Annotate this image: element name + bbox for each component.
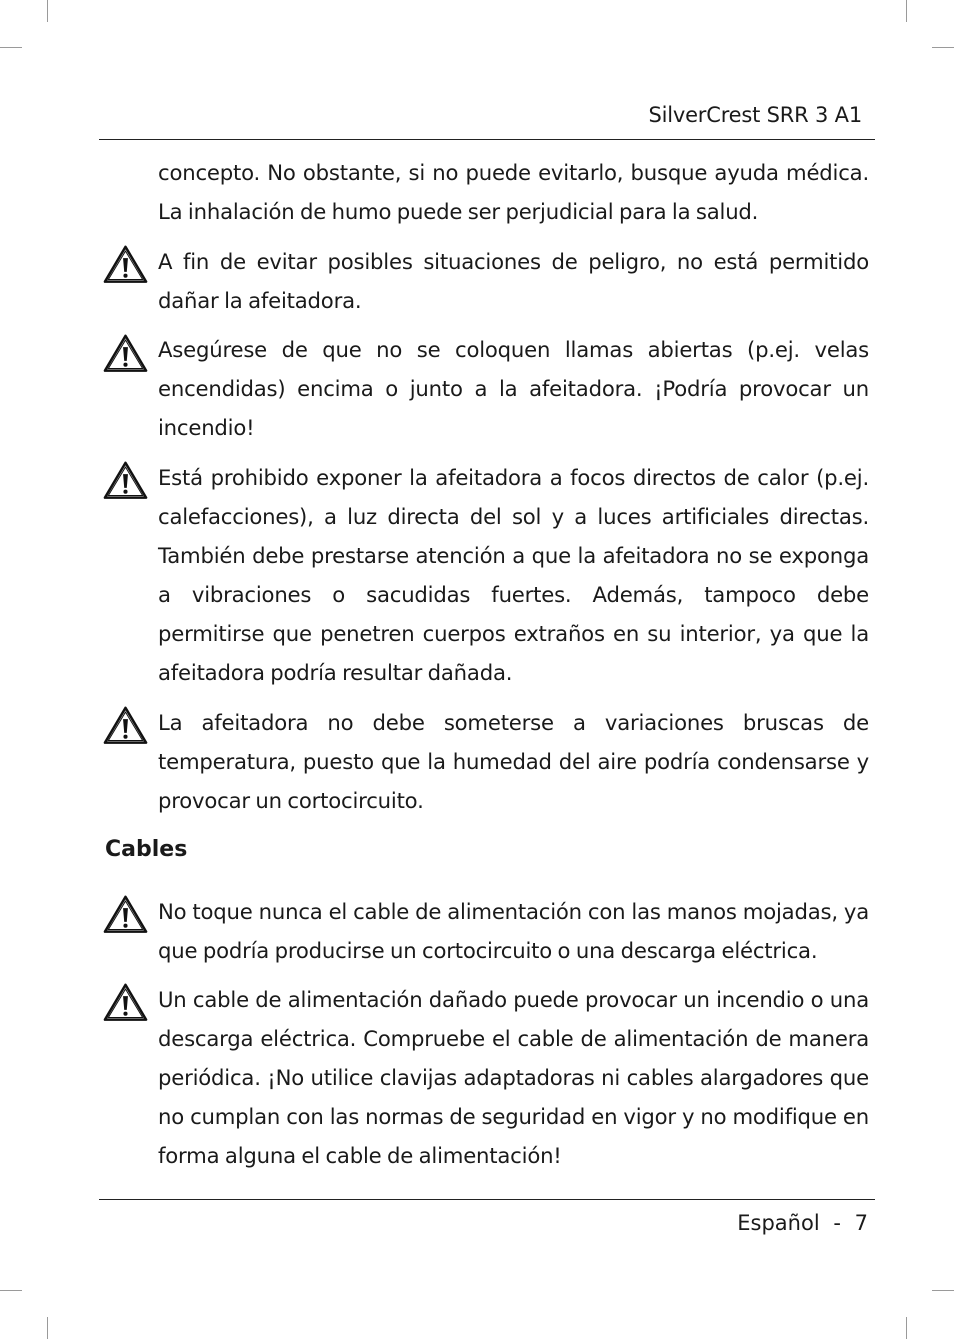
page-header-title: SilverCrest SRR 3 A1 [648, 103, 862, 127]
crop-mark [0, 1290, 22, 1291]
section-heading: Cables [105, 837, 188, 862]
warning-triangle-icon [103, 333, 148, 373]
warning-paragraph: Asegúrese de que no se coloquen llamas abiertas (p.ej. velas encendidas) encima o junto a la afeitadora. ¡Podría provocar un incendio! [158, 337, 869, 440]
warning-paragraph: No toque nunca el cable de alimentación con las manos mojadas, ya que podría producirse un cortocircuito o una descarga eléctrica. [158, 899, 869, 963]
header-rule [99, 139, 875, 140]
crop-mark [47, 1317, 48, 1339]
crop-mark [906, 1317, 907, 1339]
warning-paragraph: A fin de evitar posibles situaciones de peligro, no está permitido dañar la afeitadora. [158, 249, 869, 313]
warning-triangle-icon [103, 894, 148, 934]
footer-language: Español [737, 1211, 820, 1235]
warning-paragraph: Un cable de alimentación dañado puede provocar un incendio o una descarga eléctrica. Compruebe el cable de alimentación de manera periódica. ¡No utilice clavijas adaptadoras ni cables alargadores que no cumplan con las normas de seguridad en vigor y no modifique en forma alguna el cable de alimentación! [158, 987, 869, 1168]
footer-separator: - [833, 1211, 841, 1235]
footer-rule [99, 1199, 875, 1200]
warning-triangle-icon [103, 244, 148, 284]
warning-triangle-icon [103, 705, 148, 745]
page-footer [737, 1208, 868, 1238]
paragraph-continuation: concepto. No obstante, si no puede evitarlo, busque ayuda médica. La inhalación de humo puede ser perjudicial para la salud. [158, 160, 869, 224]
warning-triangle-icon [103, 460, 148, 500]
crop-mark [0, 47, 22, 48]
crop-mark [932, 1290, 954, 1291]
crop-mark [47, 0, 48, 22]
warning-triangle-icon [103, 982, 148, 1022]
page-number: 7 [854, 1211, 868, 1235]
warning-paragraph: Está prohibido exponer la afeitadora a focos directos de calor (p.ej. calefacciones), a luz directa del sol y a luces artificiales directas. También debe prestarse atención a que la afeitadora no se exponga a vibraciones o sacudidas fuertes. Además, tampoco debe permitirse que penetren cuerpos extraños en su interior, ya que la afeitadora podría resultar dañada. [158, 465, 869, 685]
crop-mark [906, 0, 907, 22]
crop-mark [932, 47, 954, 48]
warning-paragraph: La afeitadora no debe someterse a variaciones bruscas de temperatura, puesto que la humedad del aire podría condensarse y provocar un cortocircuito. [158, 710, 869, 813]
